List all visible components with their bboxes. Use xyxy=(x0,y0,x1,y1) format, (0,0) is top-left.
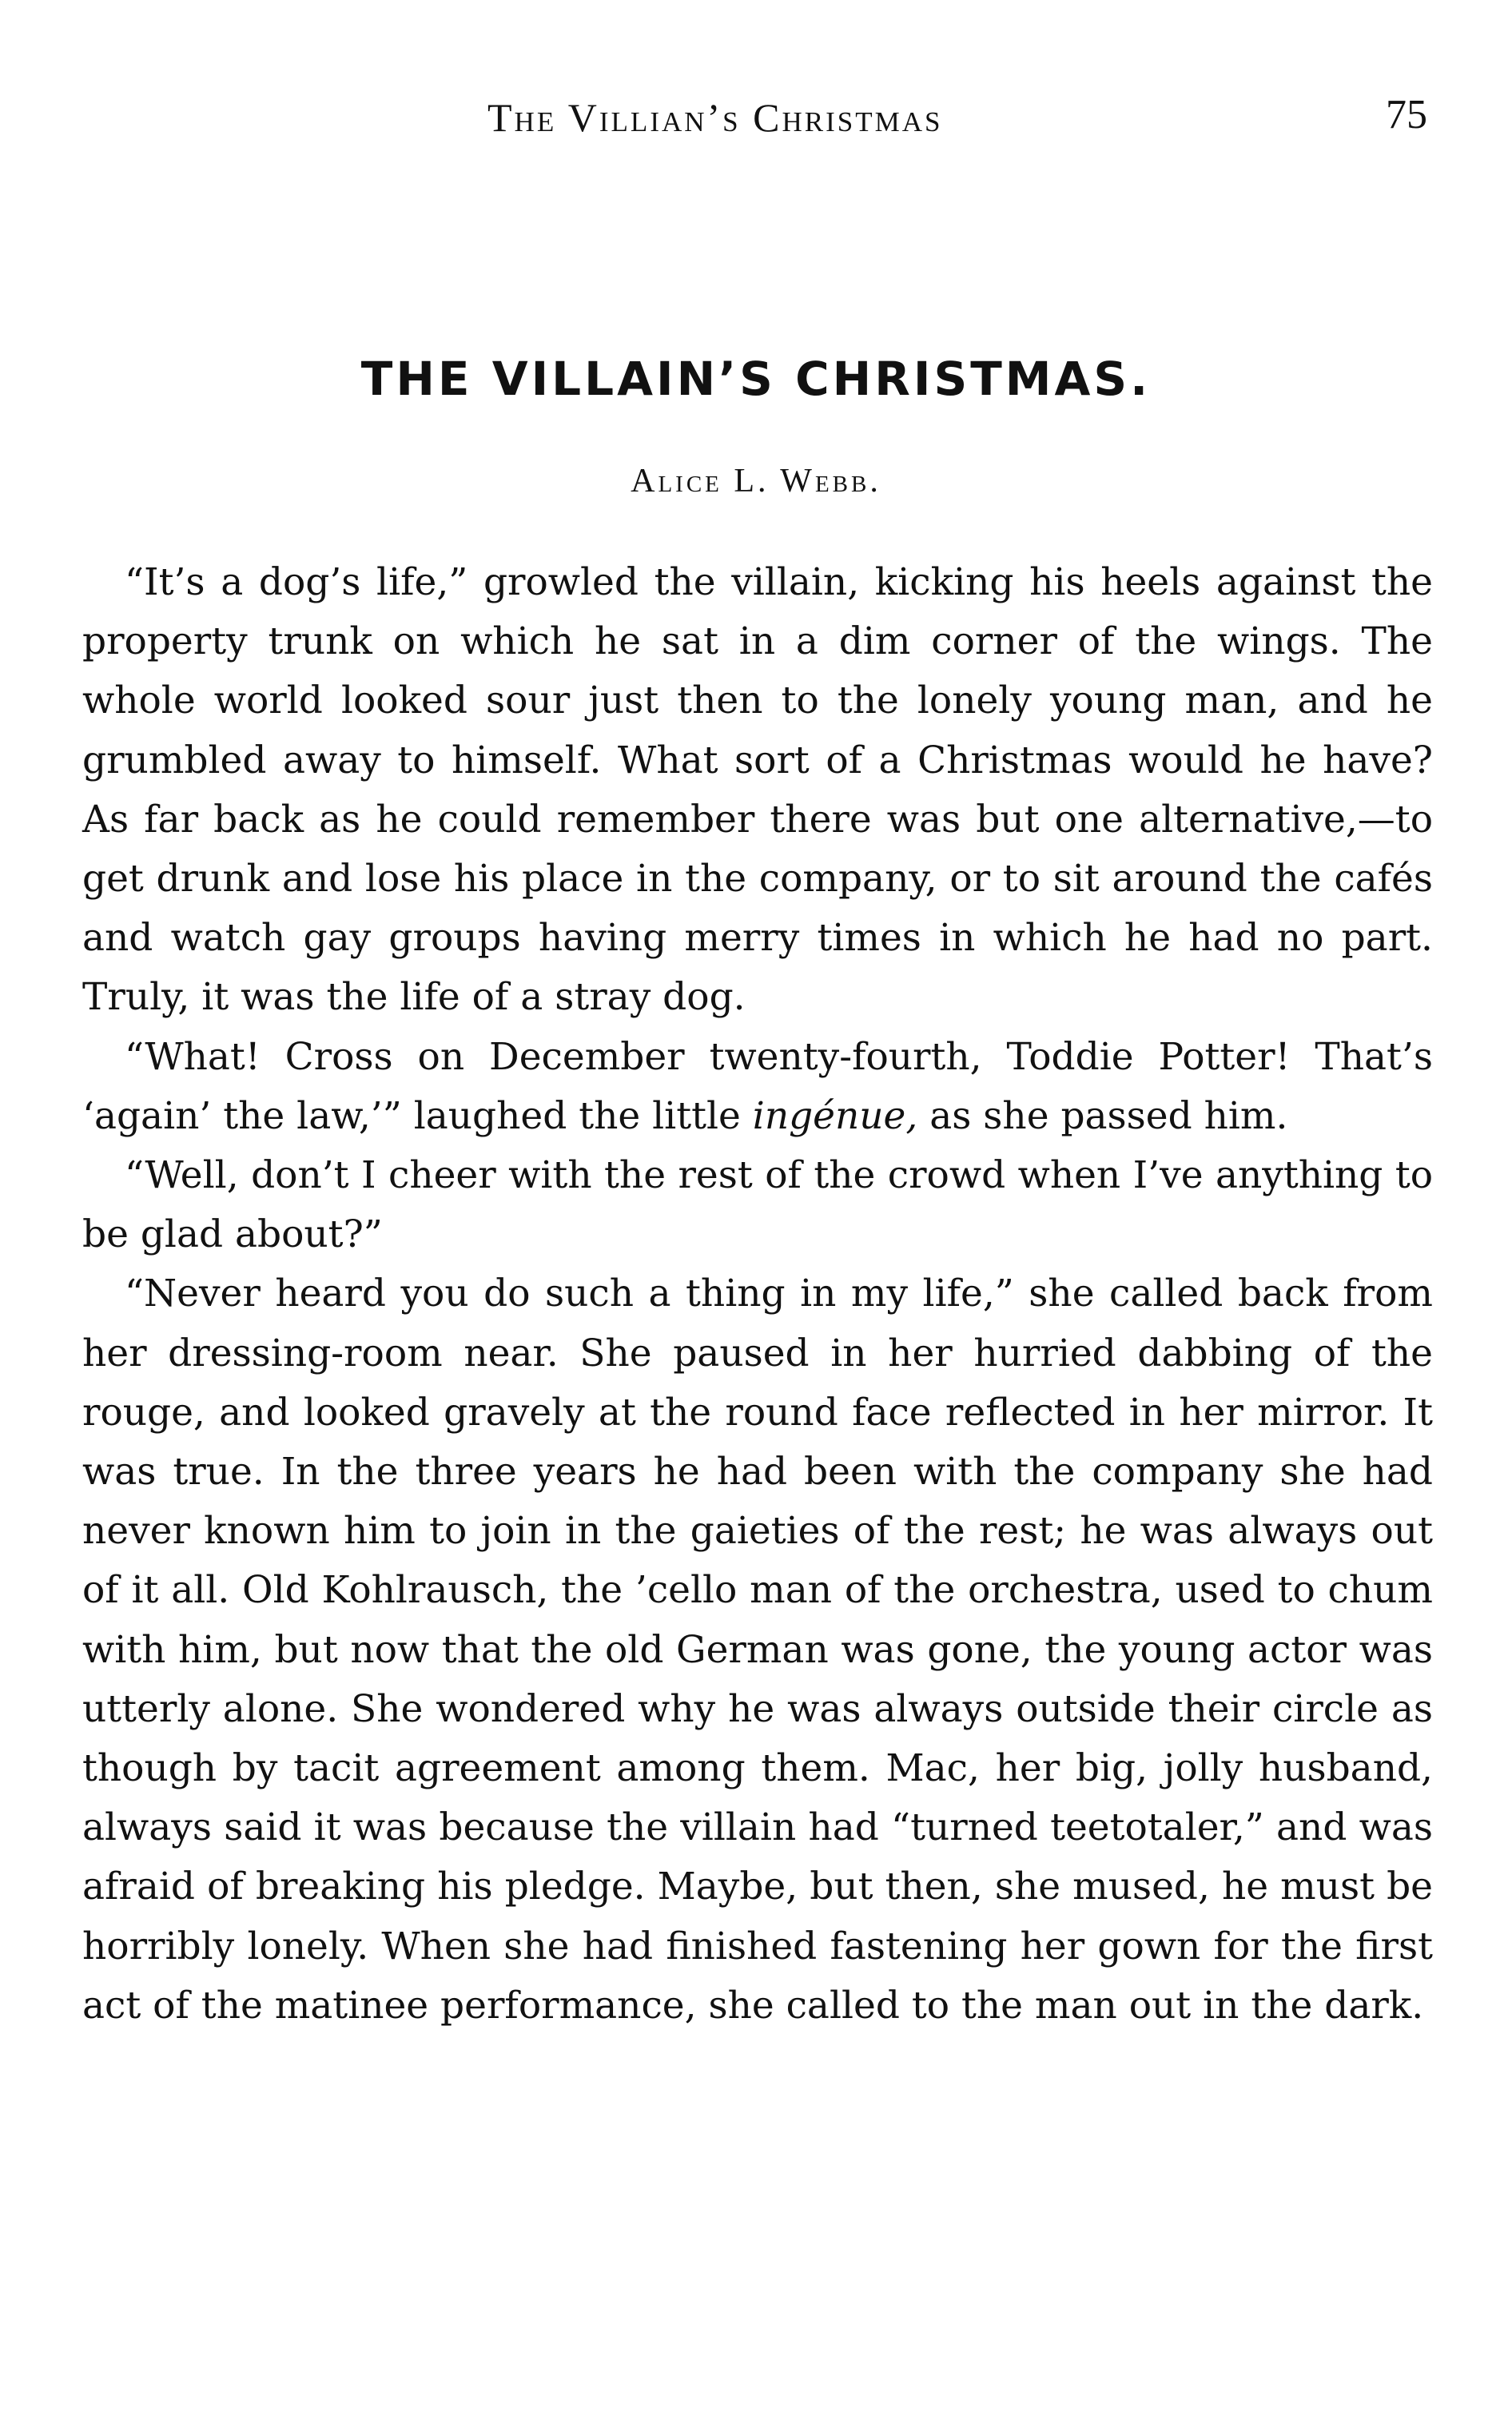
paragraph-text: “What! Cross on December twenty-fourth, Toddie Potter! That’s ‘again’ the law,’” laughed the little xyxy=(82,1034,1433,1138)
paragraph: “It’s a dog’s life,” growled the villain, kicking his heels against the property trunk on which he sat in a dim corner of the wings. The whole world looked sour just then to the lonely young man, and he grumbled away to himself. What sort of a Christmas would he have? As far back as he could remember there was but one alternative,—to get drunk and lose his place in the company, or to sit around the cafés and watch gay groups having merry times in which he had no part. Truly, it was the life of a stray dog. xyxy=(82,560,1433,1020)
story-body xyxy=(82,553,1433,2036)
paragraph-text: as she passed him. xyxy=(917,1093,1288,1138)
paragraph: “Well, don’t I cheer with the rest of the crowd when I’ve anything to be glad about?” xyxy=(82,1153,1433,1257)
story-title: THE VILLAIN’S CHRISTMAS. xyxy=(360,352,1152,406)
author-byline: Alice L. Webb. xyxy=(631,463,881,500)
paragraph xyxy=(82,1028,1433,1146)
italic-word: ingénue, xyxy=(752,1093,918,1138)
running-header xyxy=(0,94,1512,150)
running-title: The Villian’s Christmas xyxy=(487,95,943,140)
page-number: 75 xyxy=(1386,92,1427,137)
paragraph: “Never heard you do such a thing in my life,” she called back from her dressing-room near. She paused in her hurried dabbing of the rouge, and looked gravely at the round face reflected in her mirror. It was true. In the three years he had been with the company she had never known him to join in the gaieties of the rest; he was always out of it all. Old Kohlrausch, the ’cello man of the orchestra, used to chum with him, but now that the old German was gone, the young actor was utterly alone. She wondered why he was always outside their circle as though by tacit agreement among them. Mac, her big, jolly husband, always said it was because the villain had “turned teetotaler,” and was afraid of breaking his pledge. Maybe, but then, she mused, he must be horribly lonely. When she had finished fastening her gown for the first act of the matinee performance, she called to the man out in the dark. xyxy=(82,1272,1433,2028)
